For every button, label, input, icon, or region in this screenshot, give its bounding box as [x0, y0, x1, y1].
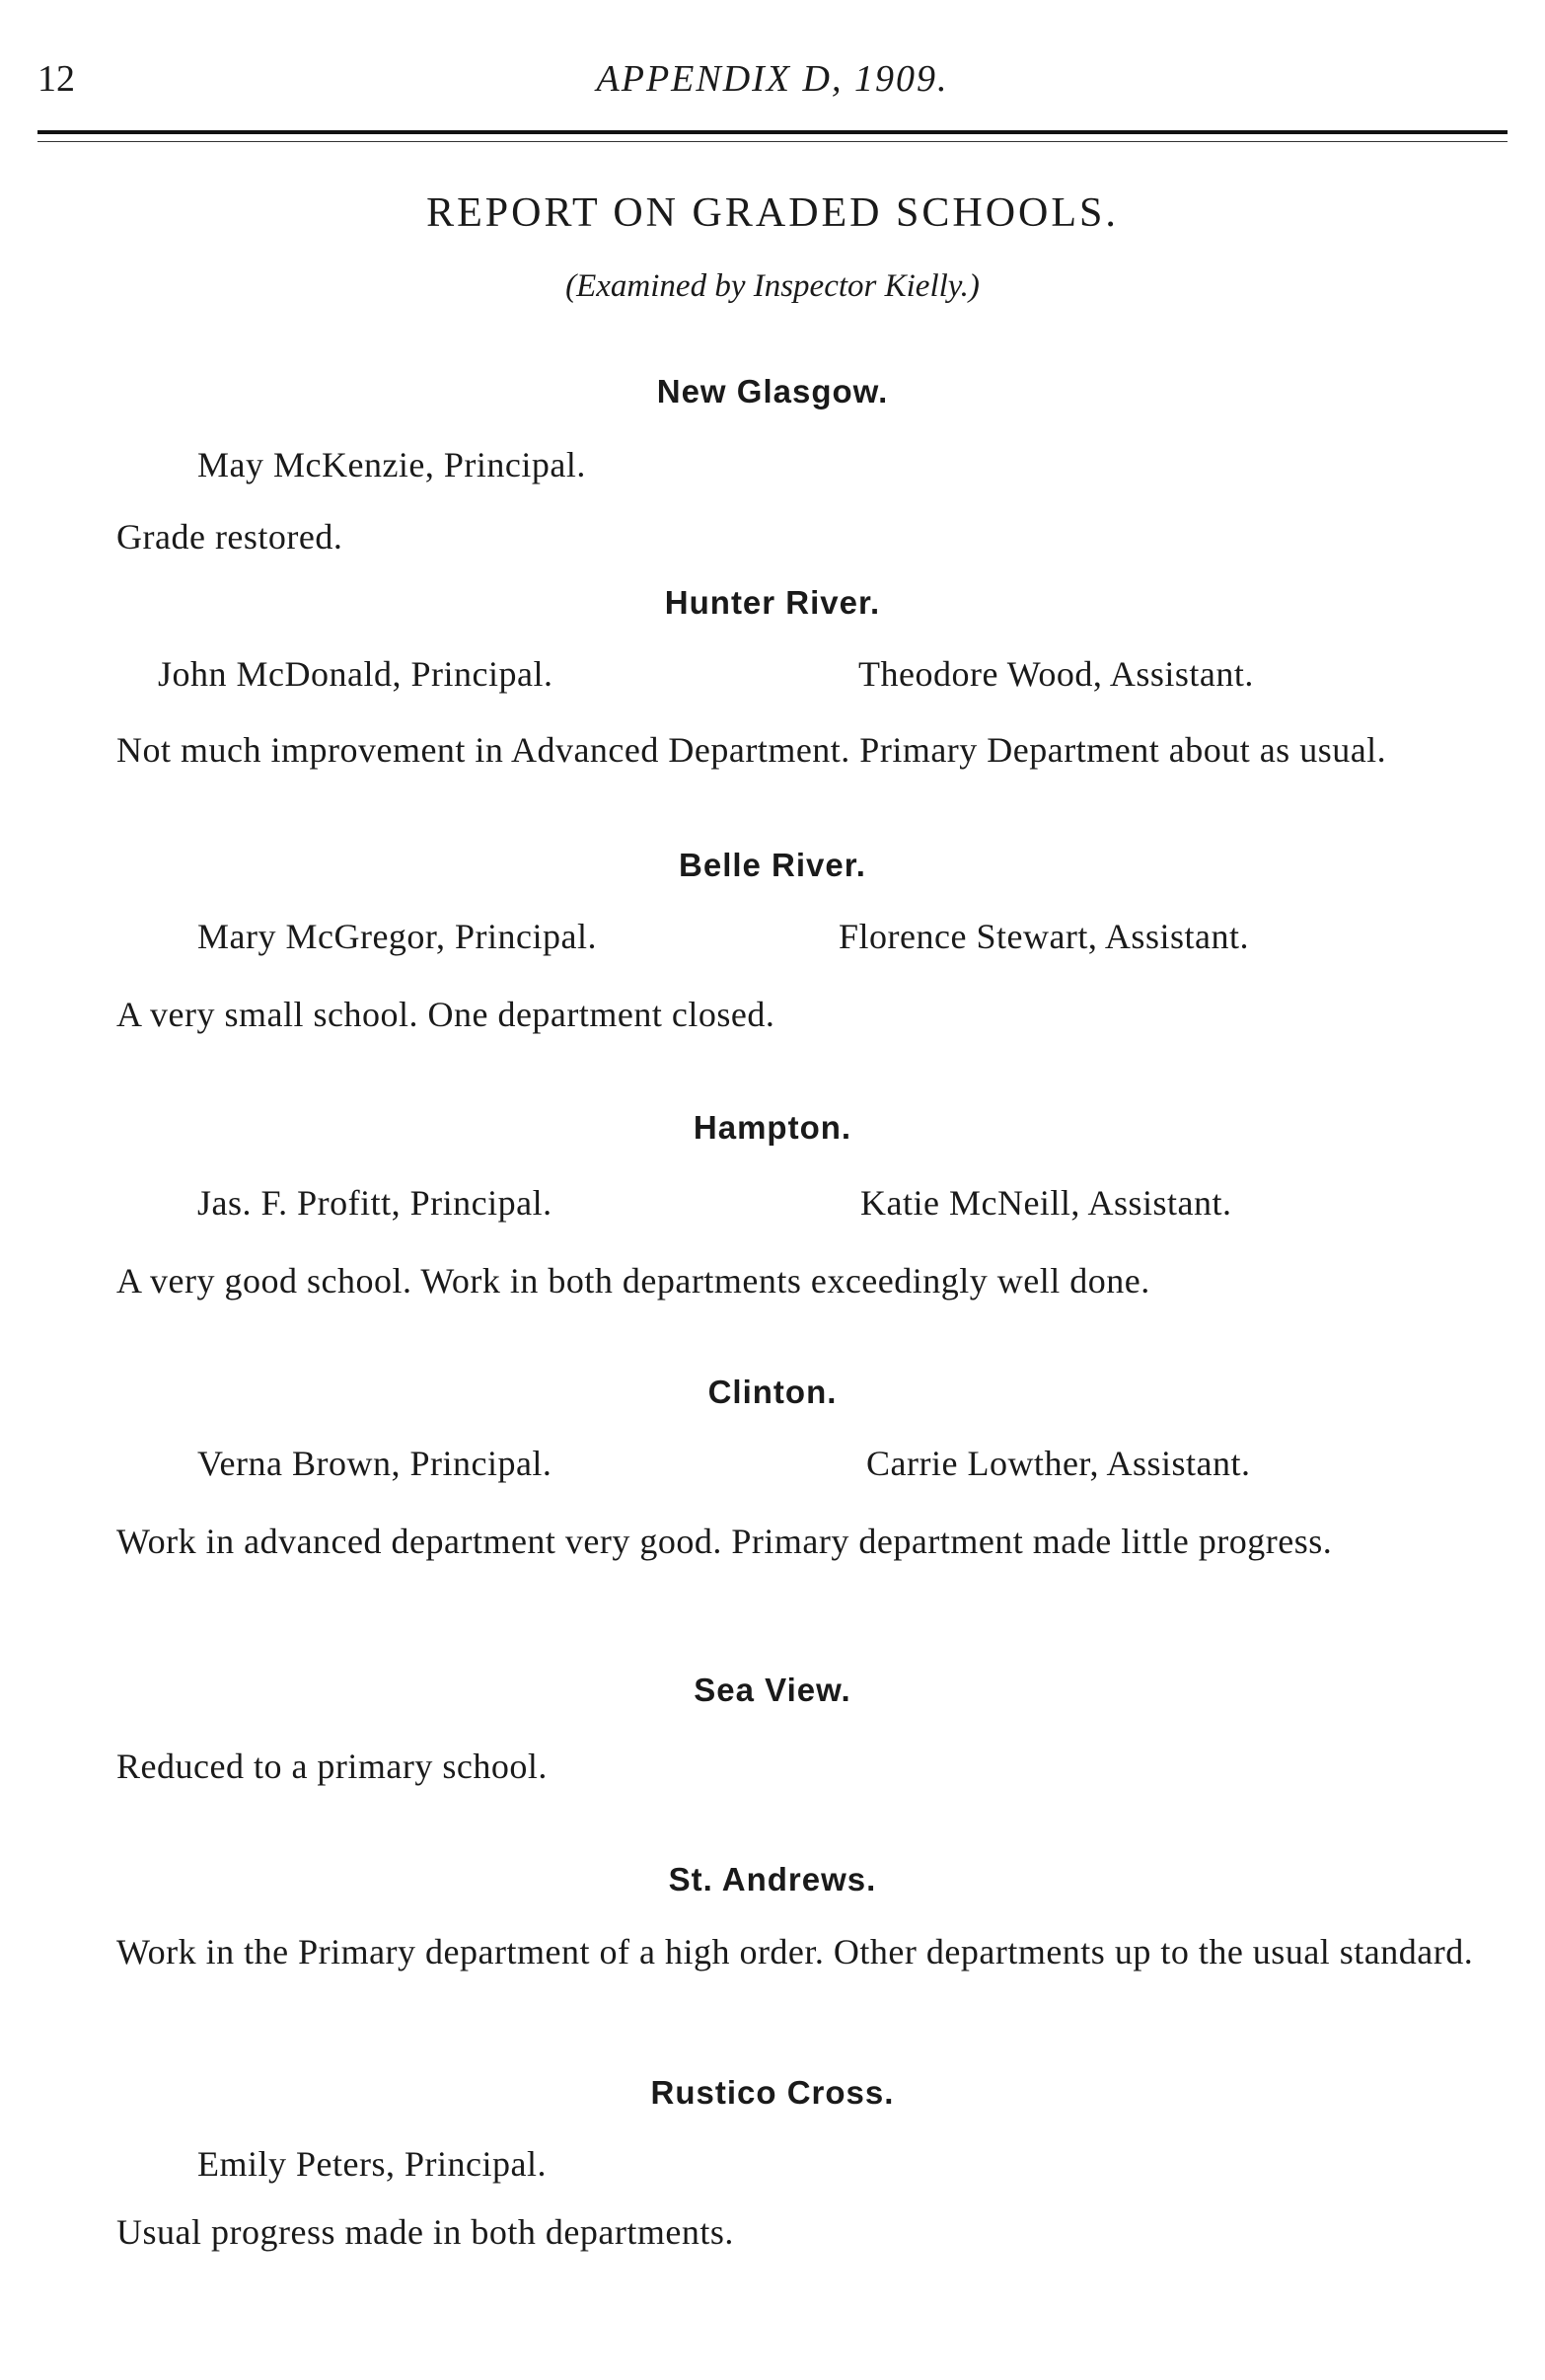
header-rule-thick [37, 130, 1508, 134]
principal-name: Verna Brown, Principal. [197, 1444, 552, 1483]
running-title: APPENDIX D, 1909. [596, 58, 949, 100]
school-remark: Usual progress made in both departments. [116, 2212, 734, 2252]
principal-name: Emily Peters, Principal. [197, 2144, 547, 2184]
school-heading: Sea View. [694, 1672, 851, 1708]
school-remark: Reduced to a primary school. [116, 1747, 548, 1786]
school-heading: Clinton. [707, 1374, 838, 1410]
principal-name: May McKenzie, Principal. [197, 445, 586, 484]
school-remark: A very good school. Work in both departments exceedingly well done. [116, 1261, 1150, 1301]
assistant-name: Katie McNeill, Assistant. [860, 1183, 1232, 1223]
school-heading: Belle River. [679, 847, 866, 883]
principal-name: John McDonald, Principal. [158, 654, 553, 694]
school-heading: Hampton. [693, 1109, 852, 1146]
header-rule-thin [37, 141, 1508, 142]
school-remark: Work in the Primary department of a high order. Other departments up to the usual standard. [116, 1932, 1474, 1971]
assistant-name: Florence Stewart, Assistant. [839, 917, 1249, 956]
school-heading: New Glasgow. [656, 373, 889, 409]
school-remark: Work in advanced department very good. Primary department made little progress. [116, 1522, 1333, 1561]
page-number: 12 [37, 58, 75, 100]
assistant-name: Theodore Wood, Assistant. [858, 654, 1254, 694]
assistant-name: Carrie Lowther, Assistant. [866, 1444, 1251, 1483]
school-remark: Not much improvement in Advanced Department. Primary Department about as usual. [116, 730, 1387, 770]
report-subtitle: (Examined by Inspector Kielly.) [565, 268, 980, 304]
school-heading: Hunter River. [664, 584, 881, 621]
report-title: REPORT ON GRADED SCHOOLS. [426, 190, 1119, 236]
principal-name: Jas. F. Profitt, Principal. [197, 1183, 552, 1223]
school-heading: St. Andrews. [668, 1861, 877, 1897]
school-remark: A very small school. One department closed. [116, 995, 775, 1034]
page-header [37, 57, 1508, 116]
school-heading: Rustico Cross. [650, 2074, 895, 2111]
principal-name: Mary McGregor, Principal. [197, 917, 597, 956]
school-remark: Grade restored. [116, 517, 343, 557]
